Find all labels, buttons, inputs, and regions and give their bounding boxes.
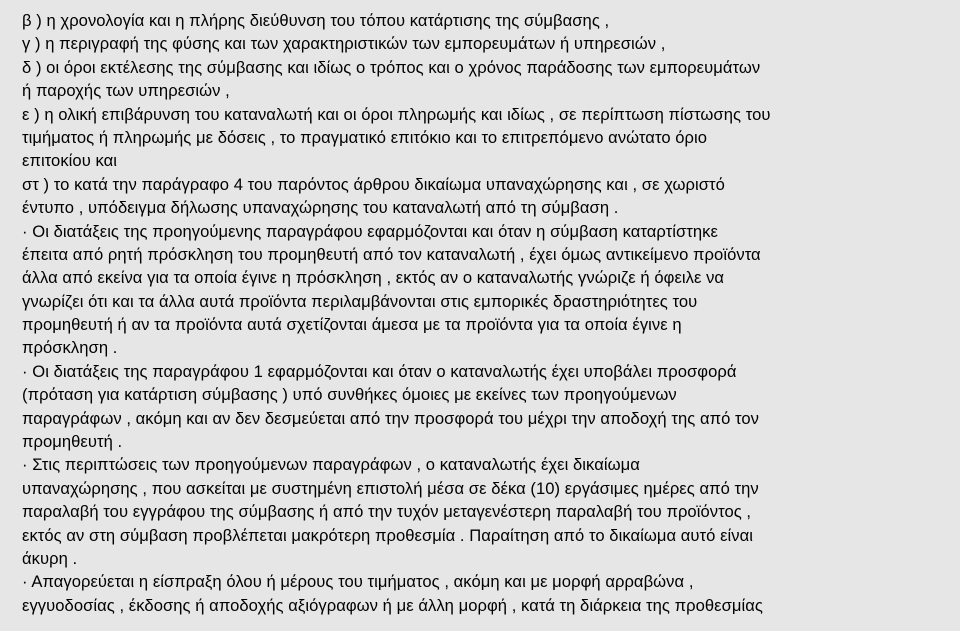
- text-line: δ ) οι όροι εκτέλεσης της σύμβασης και ιδίως ο τρόπος και ο χρόνος παράδοσης των εμπορευμάτων: [22, 57, 761, 77]
- text-line: προμηθευτή ή αν τα προϊόντα αυτά σχετίζονται άμεσα με τα προϊόντα για τα οποία έγινε η: [22, 315, 682, 335]
- text-line: προμηθευτή .: [22, 432, 123, 452]
- text-line: (πρόταση για κατάρτιση σύμβασης ) υπό συνθήκες όμοιες με εκείνες των προηγούμενων: [22, 385, 677, 405]
- text-line: γ ) η περιγραφή της φύσης και των χαρακτηριστικών των εμπορευμάτων ή υπηρεσιών ,: [22, 34, 666, 54]
- text-line: ή παροχής των υπηρεσιών ,: [22, 81, 230, 101]
- text-line: · Στις περιπτώσεις των προηγούμενων παραγράφων , ο καταναλωτής έχει δικαίωμα: [22, 455, 640, 475]
- text-line: ε ) η ολική επιβάρυνση του καταναλωτή και οι όροι πληρωμής και ιδίως , σε περίπτωση πίστωσης του: [22, 104, 771, 124]
- text-line: έντυπο , υπόδειγμα δήλωσης υπαναχώρησης του καταναλωτή από τη σύμβαση .: [22, 198, 619, 218]
- text-line: υπαναχώρησης , που ασκείται με συστημένη επιστολή μέσα σε δέκα (10) εργάσιμες ημέρες από την: [22, 478, 759, 498]
- text-line: εκτός αν στη σύμβαση προβλέπεται μακρότερη προθεσμία . Παραίτηση από το δικαίωμα αυτό είναι: [22, 525, 753, 545]
- text-line: πρόσκληση .: [22, 338, 118, 358]
- text-line: γνωρίζει ότι και τα άλλα αυτά προϊόντα περιλαμβάνονται στις εμπορικές δραστηριότητες του: [22, 291, 698, 311]
- text-line: τιμήματος ή πληρωμής με δόσεις , το πραγματικό επιτόκιο και το επιτρεπόμενο ανώτατο όριο: [22, 127, 708, 147]
- document-text-body: [22, 9, 950, 617]
- text-line: άκυρη .: [22, 548, 78, 568]
- text-line: εγγυοδοσίας , έκδοσης ή αποδοχής αξιόγραφων ή με άλλη μορφή , κατά τη διάρκεια της προθεσμίας: [22, 595, 763, 615]
- text-line: · Οι διατάξεις της προηγούμενης παραγράφου εφαρμόζονται και όταν η σύμβαση καταρτίστηκε: [22, 221, 718, 241]
- text-line: παραγράφων , ακόμη και αν δεν δεσμεύεται από την προσφορά του μέχρι την αποδοχή της από τον: [22, 408, 760, 428]
- text-line: έπειτα από ρητή πρόσκληση του προμηθευτή από τον καταναλωτή , έχει όμως αντικείμενο προϊόντα: [22, 244, 761, 264]
- text-line: στ ) το κατά την παράγραφο 4 του παρόντος άρθρου δικαίωμα υπαναχώρησης και , σε χωριστό: [22, 174, 725, 194]
- text-line: β ) η χρονολογία και η πλήρης διεύθυνση του τόπου κατάρτισης της σύμβασης ,: [22, 11, 610, 30]
- text-line: άλλα από εκείνα για τα οποία έγινε η πρόσκληση , εκτός αν ο καταναλωτής γνώριζε ή όφειλε να: [22, 268, 725, 288]
- text-line: · Απαγορεύεται η είσπραξη όλου ή μέρους του τιμήματος , ακόμη και με μορφή αρραβώνα ,: [22, 572, 694, 592]
- text-line: παραλαβή του εγγράφου της σύμβασης ή από την τυχόν μεταγενέστερη παραλαβή του προϊόντος ,: [22, 502, 752, 522]
- text-line: · Οι διατάξεις της παραγράφου 1 εφαρμόζονται και όταν ο καταναλωτής έχει υποβάλει προσφορά: [22, 361, 737, 381]
- text-line: επιτοκίου και: [22, 151, 118, 171]
